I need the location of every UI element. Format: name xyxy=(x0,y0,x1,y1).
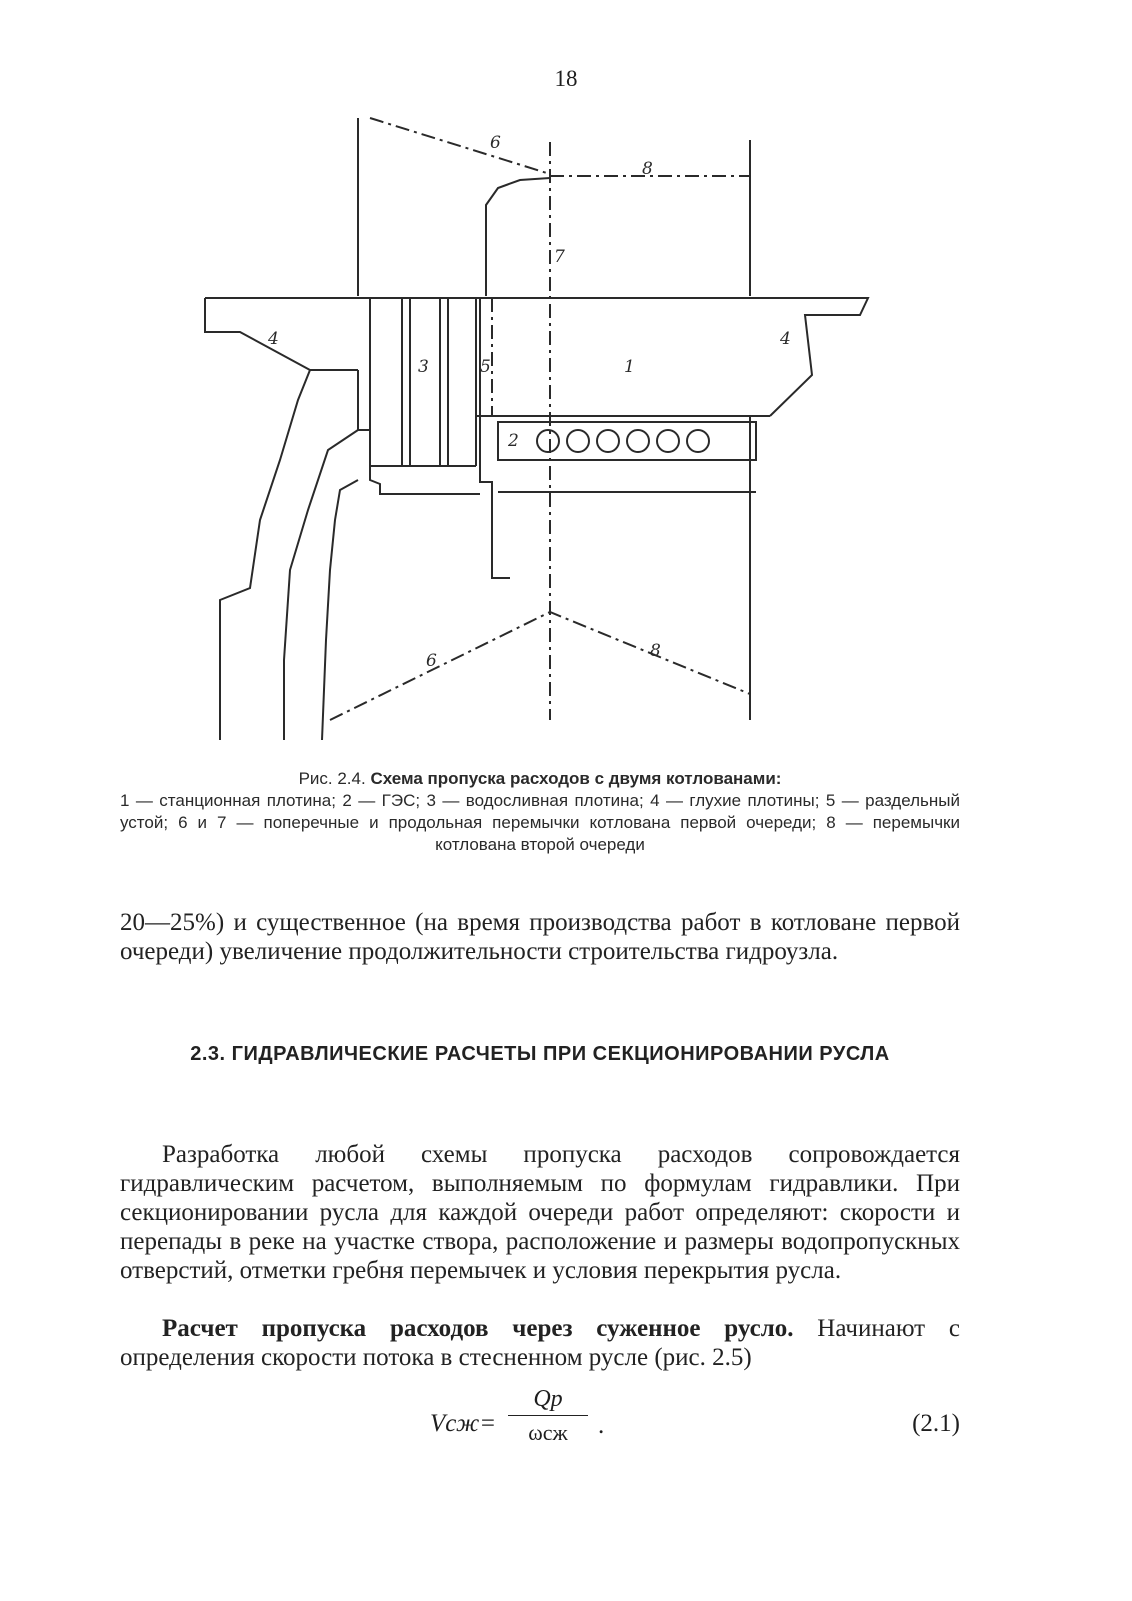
dam-scheme-drawing xyxy=(180,100,900,760)
label-7: 7 xyxy=(554,247,565,267)
label-6-upper: 6 xyxy=(490,133,501,153)
formula-2-1 xyxy=(120,1386,960,1466)
longitudinal-cofferdam xyxy=(486,178,550,296)
paragraph-continuation: 20—25%) и существенное (на время производства работ в котловане первой очереди) увеличение продолжительности строительства гидроузла. xyxy=(120,909,960,965)
cofferdam-6-upper xyxy=(370,118,550,174)
separating-pier xyxy=(480,298,510,578)
label-4-right: 4 xyxy=(780,329,791,349)
label-2: 2 xyxy=(508,431,519,451)
figure-caption xyxy=(120,768,960,856)
left-bank-slope xyxy=(220,370,310,740)
section-heading: 2.3. ГИДРАВЛИЧЕСКИЕ РАСЧЕТЫ ПРИ СЕКЦИОНИРОВАНИИ РУСЛА xyxy=(190,1043,890,1065)
label-8-upper: 8 xyxy=(642,159,653,179)
formula-numerator: Qp xyxy=(533,1386,563,1412)
formula-period: . xyxy=(598,1412,605,1439)
formula-number: (2.1) xyxy=(912,1410,960,1437)
label-6-lower: 6 xyxy=(426,651,437,671)
formula-denominator: ωсж xyxy=(528,1420,568,1445)
label-5: 5 xyxy=(480,357,491,377)
figure-dam-scheme xyxy=(180,100,900,760)
paragraph-text: Начинают с определения скорости потока в стесненном русле (рис. 2.5) xyxy=(120,1315,960,1371)
paragraph-intro: Разработка любой схемы пропуска расходов сопровождается гидравлическим расчетом, выполняемым по формулам гидравлики. При секционировании русла для каждой очереди работ определяют: скорости и перепады в реке на участке створа, расположение и размеры водопропускных отверстий, отметки гребня перемычек и условия перекрытия русла. xyxy=(120,1141,960,1284)
label-4-left: 4 xyxy=(268,329,279,349)
page-number: 18 xyxy=(554,66,578,91)
label-8-lower: 8 xyxy=(650,641,661,661)
formula-fraction xyxy=(508,1386,588,1446)
fraction-bar xyxy=(508,1415,588,1416)
label-3: 3 xyxy=(418,357,429,377)
paragraph-narrowed-channel xyxy=(120,1314,960,1372)
turbine-units xyxy=(537,430,709,452)
caption-title: Схема пропуска расходов с двумя котлованами: xyxy=(370,769,782,788)
dam-right-outline xyxy=(205,298,868,416)
cofferdam-lower xyxy=(330,612,750,720)
label-1: 1 xyxy=(624,357,635,377)
formula-lhs: Vсж= xyxy=(430,1410,497,1437)
caption-body: 1 — станционная плотина; 2 — ГЭС; 3 — водосливная плотина; 4 — глухие плотины; 5 — раздельный устой; 6 и 7 — поперечные и продольная перемычки котлована первой очереди; 8 — перемычки котлована второй очереди xyxy=(120,791,960,854)
channel-line xyxy=(284,430,358,740)
caption-prefix: Рис. 2.4. xyxy=(298,769,366,788)
caption-title-line xyxy=(120,768,960,790)
paragraph-bold-lead: Расчет пропуска расходов через суженное русло. xyxy=(162,1315,794,1342)
dam-left-outline xyxy=(205,298,358,370)
